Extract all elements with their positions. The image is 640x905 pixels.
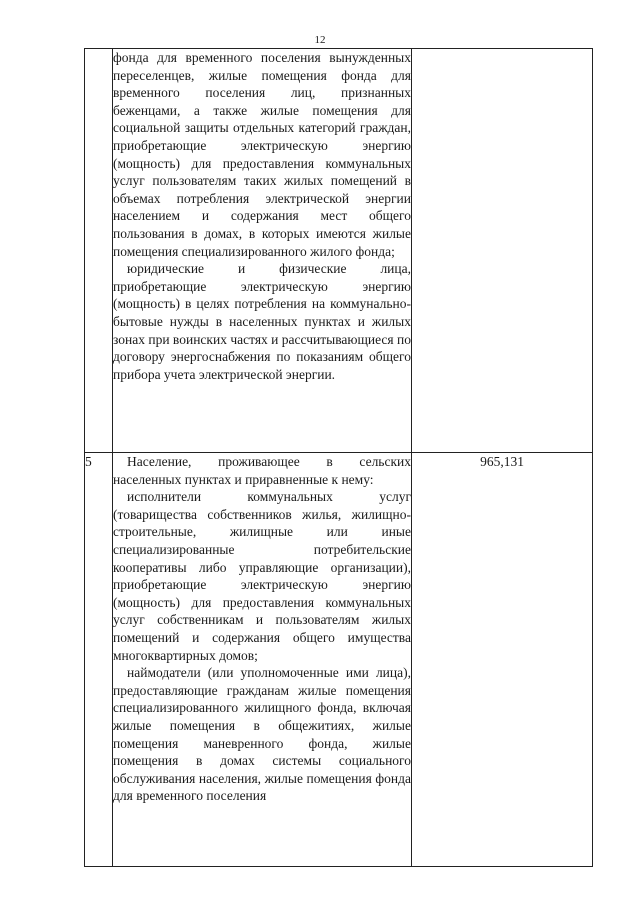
description-paragraph: наймодатели (или уполномоченные ими лица), предоставляющие гражданам жилые помещения специализированного жилищного фонда, включая жилые помещения в общежитиях, жилые помещения маневренного фонда, жилые помещения в домах системы социального обслуживания населения, жилые помещения фонда для временного поселения <box>113 665 411 804</box>
table-row <box>85 49 593 453</box>
table-row <box>85 453 593 867</box>
description-cell <box>113 453 412 867</box>
description-paragraph: Население, проживающее в сельских населенных пунктах и приравненные к нему: <box>113 454 411 487</box>
tariff-table <box>84 48 593 867</box>
row-number-cell <box>85 49 113 453</box>
description-paragraph: юридические и физические лица, приобретающие электрическую энергию (мощность) в целях потребления на коммунально-бытовые нужды в населенных пунктах и жилых зонах при воинских частях и рассчитывающиеся по договору энергоснабжения по показаниям общего прибора учета электрической энергии. <box>113 261 411 382</box>
value-cell <box>412 49 593 453</box>
description-paragraph: исполнители коммунальных услуг (товарищества собственников жилья, жилищно-строительные, жилищные или иные специализированные потребительские кооперативы либо управляющие организации), приобретающие электрическую энергию (мощность) для предоставления коммунальных услуг собственникам и пользователям жилых помещений и содержания общего имущества многоквартирных домов; <box>113 489 411 663</box>
value-cell: 965,131 <box>412 453 593 867</box>
row-number-cell: 5 <box>85 453 113 867</box>
page-number: 12 <box>314 34 326 46</box>
description-cell <box>113 49 412 453</box>
description-paragraph: фонда для временного поселения вынужденных переселенцев, жилые помещения фонда для временного поселения лиц, признанных беженцами, а также жилые помещения для социальной защиты отдельных категорий граждан, приобретающие электрическую энергию (мощность) для предоставления коммунальных услуг пользователям таких жилых помещений в объемах потребления электрической энергии населением и содержания мест общего пользования в домах, в которых имеются жилые помещения специализированного жилого фонда; <box>113 50 411 259</box>
